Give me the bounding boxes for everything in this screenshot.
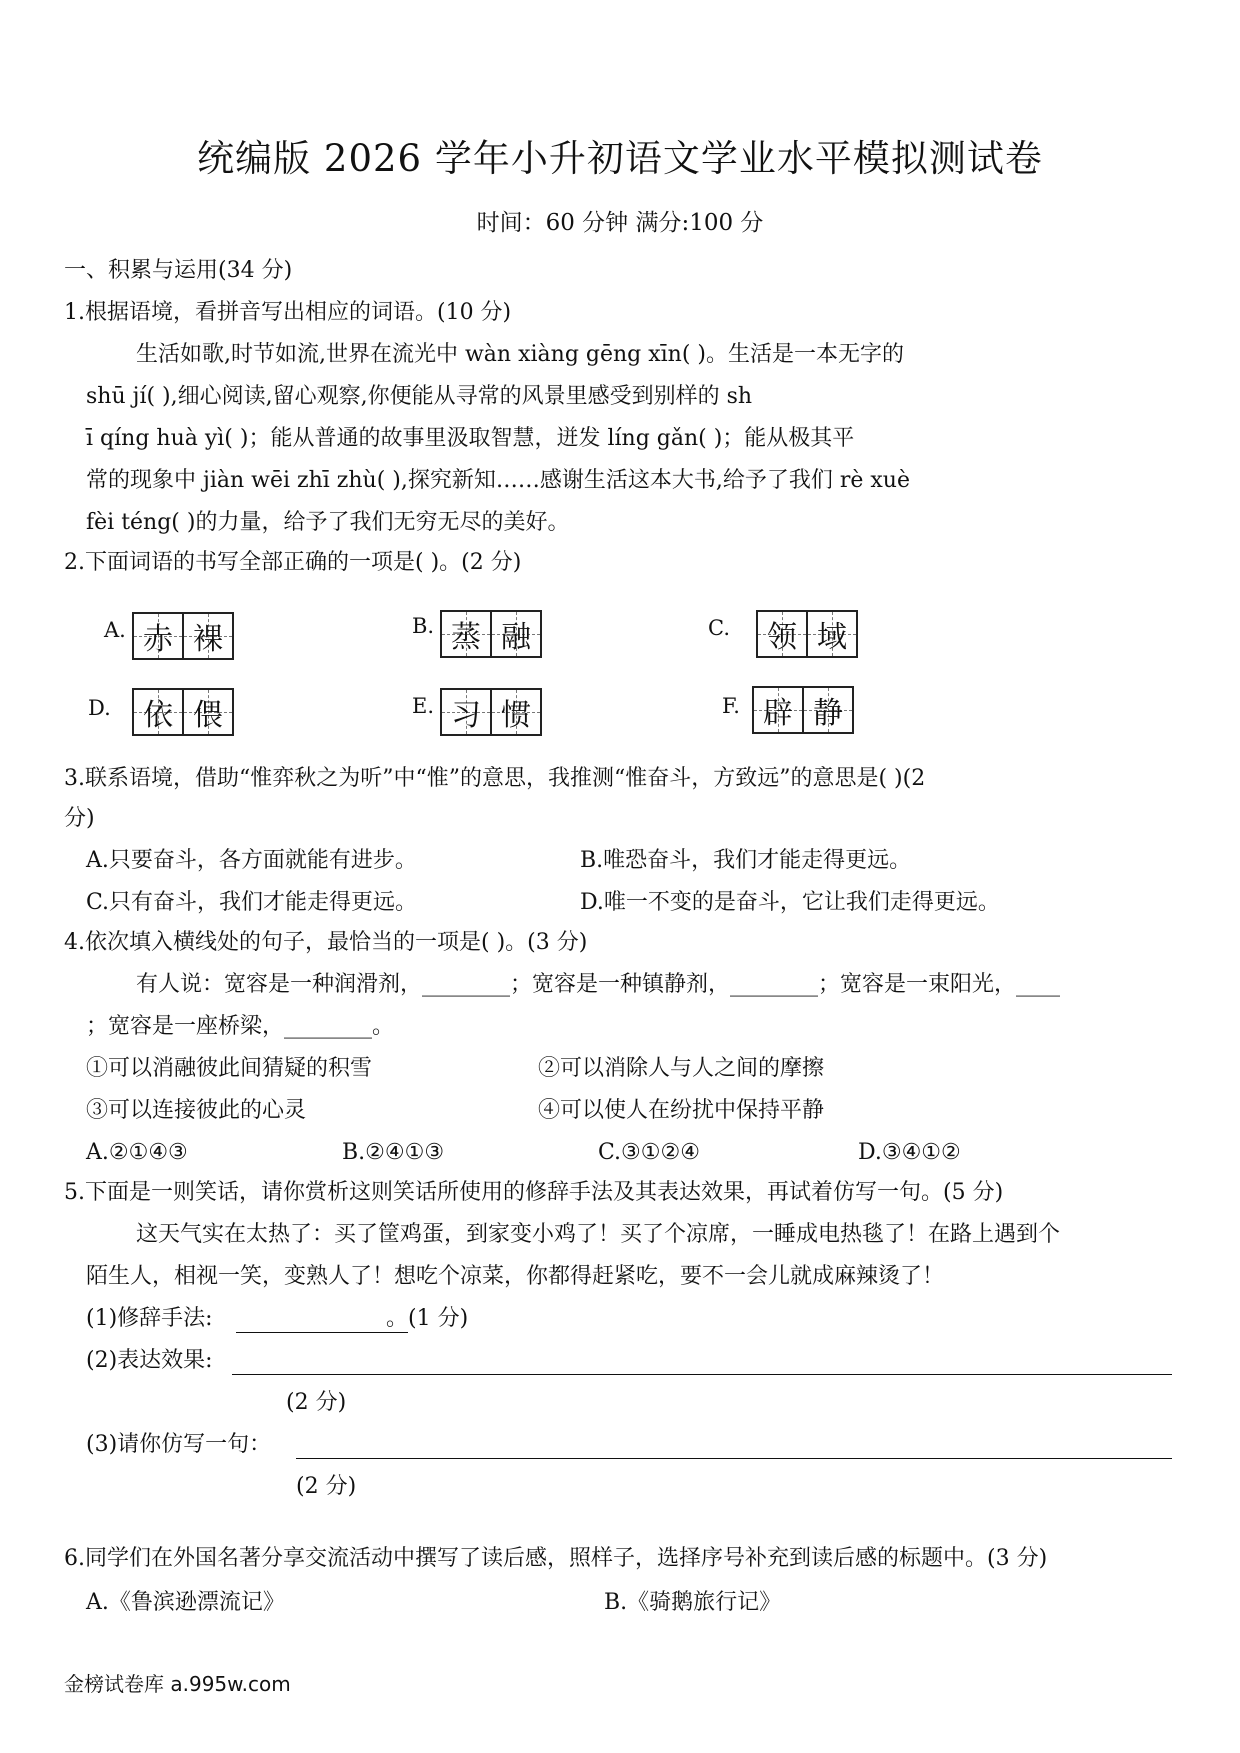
q2-option-label: A. — [104, 618, 126, 642]
q5-joke: 这天气实在太热了：买了筐鸡蛋，到家变小鸡了！买了个凉席，一睡成电热毯了！在路上遇到个 — [136, 1222, 1061, 1247]
q6-option-b: B.《骑鹅旅行记》 — [604, 1590, 782, 1615]
q4-item: ①可以消融彼此间猜疑的积雪 — [86, 1056, 373, 1081]
q1-stem: 1.根据语境，看拼音写出相应的词语。(10 分) — [64, 300, 512, 325]
char-cell: 静 — [802, 688, 852, 732]
q3-option-b: B.唯恐奋斗，我们才能走得更远。 — [580, 848, 912, 873]
q2-stem: 2.下面词语的书写全部正确的一项是( )。(2 分) — [64, 550, 522, 575]
q4-item: ③可以连接彼此的心灵 — [86, 1098, 307, 1123]
char-cell: 领 — [758, 612, 806, 656]
q5-sub3-label: (3)请你仿写一句： — [86, 1432, 272, 1457]
q2-option-e-boxes — [440, 688, 542, 736]
q4-item: ②可以消除人与人之间的摩擦 — [538, 1056, 825, 1081]
q2-option-label: E. — [412, 694, 435, 718]
q5-sub1-answer-line[interactable] — [236, 1332, 408, 1333]
exam-time-score: 时间：60 分钟 满分:100 分 — [476, 210, 764, 236]
q2-option-label: F. — [722, 694, 740, 718]
q1-line: fèi téng( )的力量，给予了我们无穷无尽的美好。 — [86, 510, 570, 535]
char-cell: 融 — [490, 612, 540, 656]
q5-sub1-label: (1)修辞手法: — [86, 1306, 213, 1331]
q2-option-label: D. — [88, 696, 111, 720]
q4-option-a: A.②①④③ — [86, 1140, 188, 1165]
q6-stem: 6.同学们在外国名著分享交流活动中撰写了读后感，照样子，选择序号补充到读后感的标题中。(3 分) — [64, 1546, 1048, 1571]
q2-option-c-boxes — [756, 610, 858, 658]
q5-stem: 5.下面是一则笑话，请你赏析这则笑话所使用的修辞手法及其表达效果，再试着仿写一句。(5 分) — [64, 1180, 1004, 1205]
char-cell: 裸 — [182, 614, 232, 658]
q5-sub1-score: 。(1 分) — [386, 1306, 469, 1331]
char-cell: 蒸 — [442, 612, 490, 656]
q1-line: 生活如歌,时节如流,世界在流光中 wàn xiàng gēng xīn( )。生活是一本无字的 — [136, 342, 905, 367]
q3-stem: 3.联系语境，借助“惟弈秋之为听”中“惟”的意思，我推测“惟奋斗，方致远”的意思是( )(2 — [64, 766, 926, 791]
char-cell: 赤 — [134, 614, 182, 658]
q3-option-a: A.只要奋斗，各方面就能有进步。 — [86, 848, 417, 873]
q5-joke: 陌生人，相视一笑，变熟人了！想吃个凉菜，你都得赶紧吃，要不一会儿就成麻辣烫了！ — [86, 1264, 945, 1289]
q1-line: 常的现象中 jiàn wēi zhī zhù( ),探究新知……感谢生活这本大书,给予了我们 rè xuè — [86, 468, 910, 493]
q3-stem-cont: 分) — [64, 806, 95, 831]
char-cell: 依 — [134, 690, 182, 734]
q2-option-label: B. — [412, 614, 435, 638]
char-cell: 习 — [442, 690, 490, 734]
q2-option-label: C. — [708, 616, 730, 640]
q2-option-f-boxes — [752, 686, 854, 734]
q6-option-a: A.《鲁滨逊漂流记》 — [86, 1590, 285, 1615]
q4-passage: ；宽容是一座桥梁，________。 — [86, 1014, 395, 1039]
q5-sub2-score: (2 分) — [286, 1390, 347, 1415]
q5-sub2-label: (2)表达效果: — [86, 1348, 213, 1373]
q3-option-d: D.唯一不变的是奋斗，它让我们走得更远。 — [580, 890, 1000, 915]
footer-source: 金榜试卷库 a.995w.com — [64, 1672, 291, 1696]
q2-option-a-boxes — [132, 612, 234, 660]
q4-option-d: D.③④①② — [858, 1140, 961, 1165]
q1-line: ī qíng huà yì( )；能从普通的故事里汲取智慧，迸发 líng gǎn( )；能从极其平 — [86, 426, 855, 451]
q4-passage: 有人说：宽容是一种润滑剂，________；宽容是一种镇静剂，________；宽容是一束阳光，____ — [136, 972, 1061, 997]
q4-option-b: B.②④①③ — [342, 1140, 445, 1165]
section-heading: 一、积累与运用(34 分) — [64, 258, 293, 283]
q3-option-c: C.只有奋斗，我们才能走得更远。 — [86, 890, 418, 915]
q2-option-b-boxes — [440, 610, 542, 658]
q5-sub3-answer-line[interactable] — [296, 1458, 1172, 1459]
char-cell: 域 — [806, 612, 856, 656]
q4-item: ④可以使人在纷扰中保持平静 — [538, 1098, 825, 1123]
q5-sub2-answer-line[interactable] — [232, 1374, 1172, 1375]
q5-sub3-score: (2 分) — [296, 1474, 357, 1499]
q4-option-c: C.③①②④ — [598, 1140, 700, 1165]
char-cell: 辟 — [754, 688, 802, 732]
q2-option-d-boxes — [132, 688, 234, 736]
q4-stem: 4.依次填入横线处的句子，最恰当的一项是( )。(3 分) — [64, 930, 588, 955]
char-cell: 偎 — [182, 690, 232, 734]
char-cell: 惯 — [490, 690, 540, 734]
page-title: 统编版 2026 学年小升初语文学业水平模拟测试卷 — [197, 137, 1043, 180]
q1-line: shū jí( ),细心阅读,留心观察,你便能从寻常的风景里感受到别样的 sh — [86, 384, 753, 409]
